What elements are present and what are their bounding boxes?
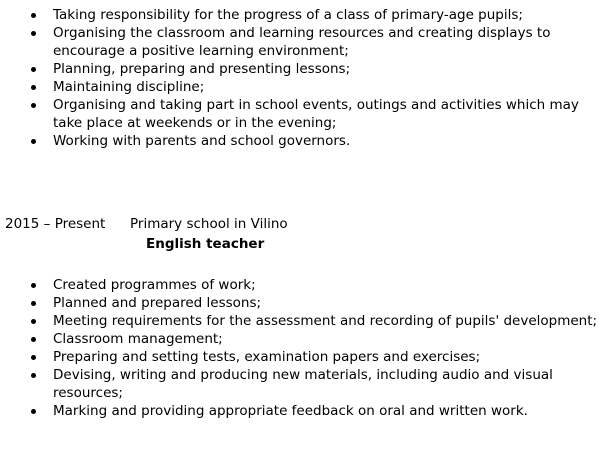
list-item-text: Preparing and setting tests, examination papers and exercises;: [53, 349, 481, 365]
list-item-text: Classroom management;: [53, 331, 223, 347]
list-item-text: Organising and taking part in school events, outings and activities which may take place at weekends or in the evening;: [53, 97, 579, 131]
bullet-icon: [31, 337, 36, 342]
list-item: [0, 60, 609, 78]
list-item-text: Devising, writing and producing new materials, including audio and visual resources;: [53, 367, 553, 401]
list-item: [0, 78, 609, 96]
duties-list: [0, 6, 609, 150]
list-item: [0, 96, 609, 132]
bullet-icon: [31, 139, 36, 144]
list-item: [0, 330, 609, 348]
employment-institution: Primary school in Vilino: [130, 216, 288, 232]
list-item: [0, 132, 609, 150]
list-item-text: Working with parents and school governors.: [53, 133, 351, 149]
bullet-icon: [31, 31, 36, 36]
bullet-icon: [31, 373, 36, 378]
list-item-text: Organising the classroom and learning resources and creating displays to encourage a positive learning environment;: [53, 25, 551, 59]
list-item-text: Meeting requirements for the assessment and recording of pupils' development;: [53, 313, 598, 329]
list-item-text: Taking responsibility for the progress of a class of primary-age pupils;: [53, 7, 523, 23]
employment-role: English teacher: [146, 236, 265, 252]
list-item-text: Planned and prepared lessons;: [53, 295, 262, 311]
list-item: [0, 348, 609, 366]
bullet-icon: [31, 301, 36, 306]
achievements-list: [0, 276, 609, 420]
list-item-text: Created programmes of work;: [53, 277, 256, 293]
list-item: [0, 402, 609, 420]
bullet-icon: [31, 13, 36, 18]
list-item: [0, 312, 609, 330]
bullet-icon: [31, 85, 36, 90]
list-item-text: Planning, preparing and presenting lessons;: [53, 61, 351, 77]
employment-dates: 2015 – Present: [5, 216, 106, 232]
bullet-icon: [31, 409, 36, 414]
bullet-icon: [31, 67, 36, 72]
list-item-text: Maintaining discipline;: [53, 79, 205, 95]
bullet-icon: [31, 319, 36, 324]
bullet-icon: [31, 355, 36, 360]
list-item: [0, 24, 609, 60]
list-item: [0, 294, 609, 312]
bullet-icon: [31, 103, 36, 108]
list-item: [0, 366, 609, 402]
list-item: [0, 276, 609, 294]
list-item-text: Marking and providing appropriate feedback on oral and written work.: [53, 403, 528, 419]
list-item: [0, 6, 609, 24]
bullet-icon: [31, 283, 36, 288]
